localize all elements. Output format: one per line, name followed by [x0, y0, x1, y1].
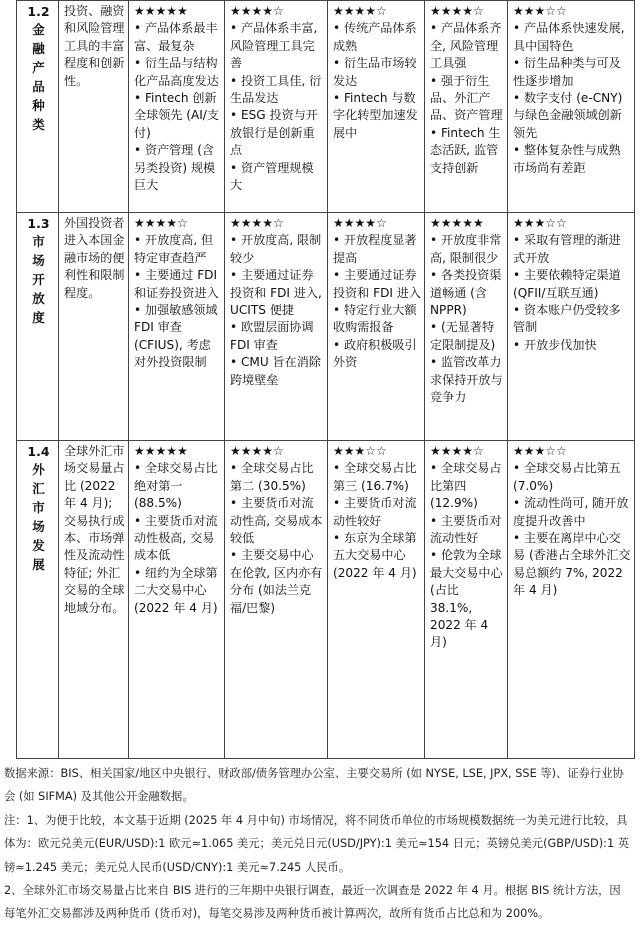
bullet-item: • 开放程度显著提高 [333, 233, 417, 265]
bullet-item: • 主要依赖特定渠道 (QFII/互联互通) [513, 268, 621, 300]
section-cell [17, 213, 59, 441]
section-title: 市场开放度 [32, 234, 45, 326]
bullet-item: • 东京为全球第五大交易中心 (2022 年 4 月) [333, 531, 417, 580]
bullet-item: • 流动性尚可, 随开放度提升改善中 [513, 496, 629, 528]
rating-cell [328, 213, 425, 441]
bullet-item: • 开放度非常高, 限制很少 [430, 233, 502, 265]
rating-cell [129, 213, 225, 441]
bullet-item: • 加强敏感领域 FDI 审查 (CFIUS), 考虑对外投资限制 [134, 303, 218, 370]
star-rating: ★★★★☆ [230, 216, 284, 230]
section-number: 1.4 [27, 444, 50, 459]
bullet-item: • 全球交易占比第四 (12.9%) [430, 461, 502, 511]
rating-cell [508, 1, 635, 213]
rating-cell [425, 1, 508, 213]
star-rating: ★★★★☆ [430, 444, 484, 458]
star-rating: ★★★★☆ [430, 4, 484, 18]
star-rating: ★★★☆☆ [513, 216, 567, 230]
bullet-item: • 主要通过 FDI 和证券投资进入 [134, 268, 219, 300]
bullet-item: • 衍生品与结构化产品高度发达 [134, 56, 219, 88]
criteria-description: 投资、融资和风险管理工具的丰富程度和创新性。 [59, 1, 129, 213]
bullet-item: • 整体复杂性与成熟市场尚有差距 [513, 143, 621, 175]
bullet-item: • 强于衍生品、外汇产品、资产管理 [430, 73, 503, 123]
rating-cell [225, 1, 328, 213]
star-rating: ★★★★☆ [230, 4, 284, 18]
bullet-item: • 欧盟层面协调 FDI 审查 [230, 320, 314, 352]
bullet-item: • 主要交易中心在伦敦, 区内亦有分布 (如法兰克福/巴黎) [230, 548, 323, 615]
bullet-item: • ESG 投资与开放银行是创新重点 [230, 108, 318, 158]
bullet-item: • 资产管理 (含另类投资) 规模巨大 [134, 143, 216, 193]
rating-cell [328, 441, 425, 759]
bullet-item: • 主要在离岸中心交易 (香港占全球外汇交易总额约 7%, 2022 年 4 月) [513, 531, 631, 598]
bullet-item: • 主要货币对流动性较好 [333, 496, 417, 528]
footnote-1: 注：1、为便于比较，本文基于近期 (2025 年 4 月中旬) 市场情况，将不同货币单位的市场规模数据统一为美元进行比较，具体为：欧元兑美元(EUR/USD):1 欧元≈1.065 美元；美元兑日元(USD/JPY):1 美元≈154 日元；英镑兑美元(GBP/USD):1 英镑≈1.245 美元；美元兑人民币(USD/CNY):1 美元≈7.245 人民币。 [4, 813, 630, 874]
criteria-description: 外国投资者进入本国金融市场的便利性和限制程度。 [59, 213, 129, 441]
bullet-item: • CMU 旨在消除跨境壁垒 [230, 355, 321, 387]
bullet-item: • 产品体系最丰富、最复杂 [134, 21, 218, 53]
rating-cell [225, 213, 328, 441]
criteria-description: 全球外汇市场交易量占比 (2022 年 4 月); 交易执行成本、市场弹性及流动性特征; 外汇交易的全球地域分布。 [59, 441, 129, 759]
bullet-item: • 产品体系丰富, 风险管理工具完善 [230, 21, 318, 71]
bullet-item: • 政府积极吸引外资 [333, 337, 417, 370]
star-rating: ★★★☆☆ [513, 444, 567, 458]
data-source-note: 数据来源：BIS、相关国家/地区中央银行、财政部/债务管理办公室、主要交易所 (如 NYSE, LSE, JPX, SSE 等)、证券行业协会 (如 SIFMA) 及其他公开金融数据。 [4, 767, 624, 804]
bullet-item: • 资本账户仍受较多管制 [513, 303, 621, 335]
bullet-item: • 采取有管理的渐进式开放 [513, 233, 621, 265]
bullet-item: • 全球交易占比绝对第一 (88.5%) [134, 461, 218, 511]
bullet-item: • 特定行业大额收购需报备 [333, 303, 417, 335]
bullet-item: • 产品体系快速发展, 具中国特色 [513, 21, 625, 53]
bullet-item: • 全球交易占比第五 (7.0%) [513, 461, 621, 493]
rating-cell [328, 1, 425, 213]
rating-cell [425, 441, 508, 759]
bullet-item: • 纽约为全球第二大交易中心 (2022 年 4 月) [134, 565, 218, 615]
table-notes [4, 762, 632, 926]
footnote-2: 2、全球外汇市场交易量占比来自 BIS 进行的三年期中央银行调查，最近一次调查是 2022 年 4 月。根据 BIS 统计方法，因每笔外汇交易都涉及两种货币 (货币对)，每笔交易涉及两种货币被计算两次，故所有货币占比总和为 200%。 [4, 884, 621, 921]
bullet-item: • 主要通过证券投资和 FDI 进入 [333, 268, 421, 300]
star-rating: ★★★★☆ [230, 444, 284, 458]
comparison-table [16, 0, 635, 759]
bullet-item: • 衍生品市场较发达 [333, 56, 417, 88]
bullet-item: • Fintech 生态活跃, 监管支持创新 [430, 125, 501, 175]
bullet-item: • 资产管理规模大 [230, 160, 314, 193]
bullet-item: • 产品体系齐全, 风险管理工具强 [430, 21, 502, 71]
rating-cell [508, 213, 635, 441]
rating-cell [129, 1, 225, 213]
star-rating: ★★★★☆ [333, 216, 387, 230]
section-cell [17, 1, 59, 213]
bullet-item: • 主要货币对流动性好 [430, 513, 502, 546]
bullet-item: • 主要通过证券投资和 FDI 进入, UCITS 便捷 [230, 268, 322, 318]
bullet-item: • 主要货币对流动性高, 交易成本较低 [230, 496, 323, 546]
bullet-item: • 开放度高, 限制较少 [230, 233, 322, 265]
bullet-item: • 各类投资渠道畅通 (含 NPPR) [430, 268, 502, 318]
section-cell [17, 441, 59, 759]
section-title: 金融产品种类 [32, 22, 45, 133]
bullet-item: • 全球交易占比第三 (16.7%) [333, 461, 417, 493]
section-number: 1.2 [27, 4, 50, 19]
star-rating: ★★★★★ [134, 4, 188, 18]
table-row-fx-market [17, 441, 635, 759]
star-rating: ★★★☆☆ [513, 4, 567, 18]
table-row-market-openness [17, 213, 635, 441]
rating-cell [508, 441, 635, 759]
bullet-item: • 传统产品体系成熟 [333, 21, 417, 53]
star-rating: ★★★★★ [134, 444, 188, 458]
bullet-item: • 全球交易占比第二 (30.5%) [230, 461, 314, 493]
bullet-item: • 监管改革力求保持开放与竞争力 [430, 355, 503, 405]
star-rating: ★★★★☆ [134, 216, 188, 230]
bullet-item: • 开放步伐加快 [513, 337, 597, 352]
star-rating: ★★★★★ [430, 216, 484, 230]
bullet-item: • Fintech 与数字化转型加速发展中 [333, 91, 418, 140]
rating-cell [129, 441, 225, 759]
bullet-item: • 主要货币对流动性极高, 交易成本低 [134, 513, 218, 563]
bullet-item: • 数字支付 (e-CNY) 与绿色金融领域创新领先 [513, 91, 623, 140]
table-row-product-variety [17, 1, 635, 213]
rating-cell [225, 441, 328, 759]
bullet-item: • (无显著特定限制提及) [430, 320, 496, 352]
star-rating: ★★★☆☆ [333, 444, 387, 458]
bullet-item: • 开放度高, 但特定审查趋严 [134, 233, 214, 265]
bullet-item: • 衍生品种类与可及性逐步增加 [513, 56, 621, 88]
bullet-item: • 投资工具佳, 衍生品发达 [230, 73, 322, 106]
bullet-item: • 伦敦为全球最大交易中心 (占比 38.1%, 2022 年 4 月) [430, 548, 503, 650]
section-title: 外汇市场发展 [32, 462, 45, 573]
bullet-item: • Fintech 创新全球领先 (AI/支付) [134, 91, 219, 140]
section-number: 1.3 [27, 216, 50, 231]
star-rating: ★★★★☆ [333, 4, 387, 18]
rating-cell [425, 213, 508, 441]
